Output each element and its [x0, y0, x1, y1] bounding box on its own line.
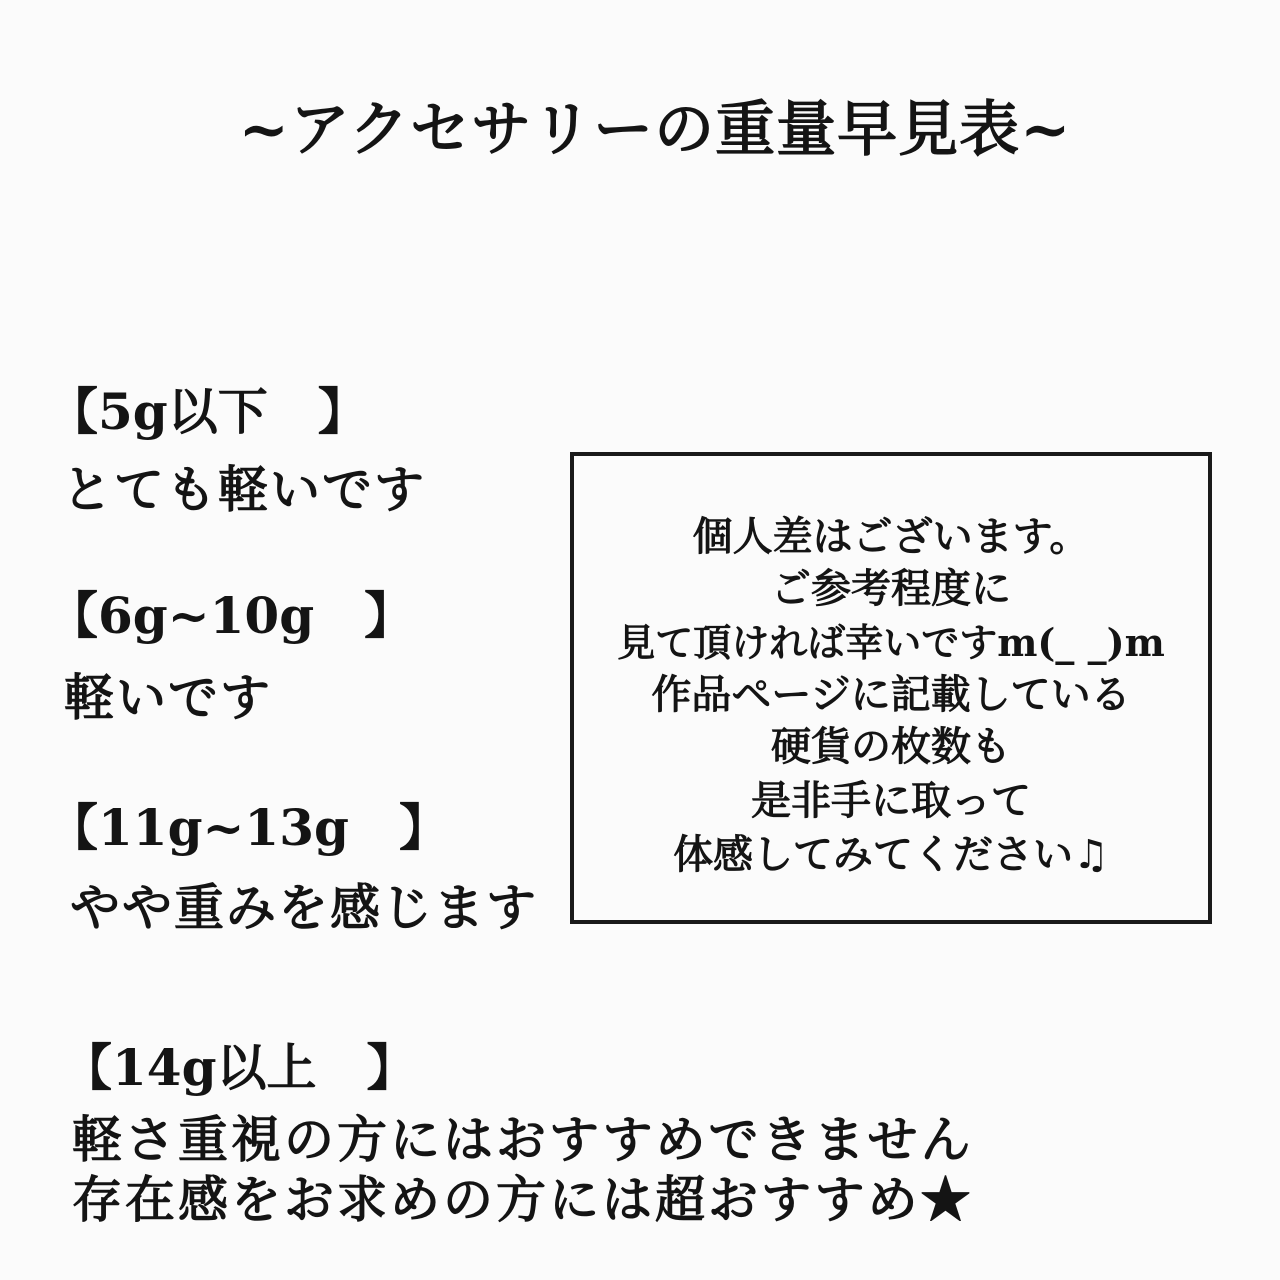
weight-range-description-line: 軽さ重視の方にはおすすめできません [72, 1110, 974, 1169]
note-line: 見て頂ければ幸いですm(_ _)m [617, 620, 1165, 665]
note-line: 是非手に取って [751, 777, 1031, 824]
weight-range-heading: 【11g~13g 】 [48, 798, 449, 857]
note-line: 体感してみてください♫ [673, 831, 1109, 878]
weight-range-description: 軽いです [64, 668, 272, 727]
weight-range-heading: 【14g以上 】 [62, 1038, 417, 1097]
note-line: 個人差はございます。 [692, 513, 1090, 560]
weight-range-description: とても軽いです [62, 460, 426, 519]
note-line: 作品ページに記載している [651, 671, 1131, 718]
note-line: 硬貨の枚数も [771, 723, 1011, 770]
weight-range-description-line: 存在感をお求めの方には超おすすめ★ [72, 1170, 974, 1229]
weight-range-description: やや重みを感じます [70, 878, 538, 937]
note-line: ご参考程度に [771, 565, 1011, 612]
weight-range-heading: 【6g~10g 】 [48, 586, 415, 645]
weight-range-heading: 【5g以下 】 [48, 382, 368, 441]
page-title: ~アクセサリーの重量早見表~ [238, 95, 1072, 165]
